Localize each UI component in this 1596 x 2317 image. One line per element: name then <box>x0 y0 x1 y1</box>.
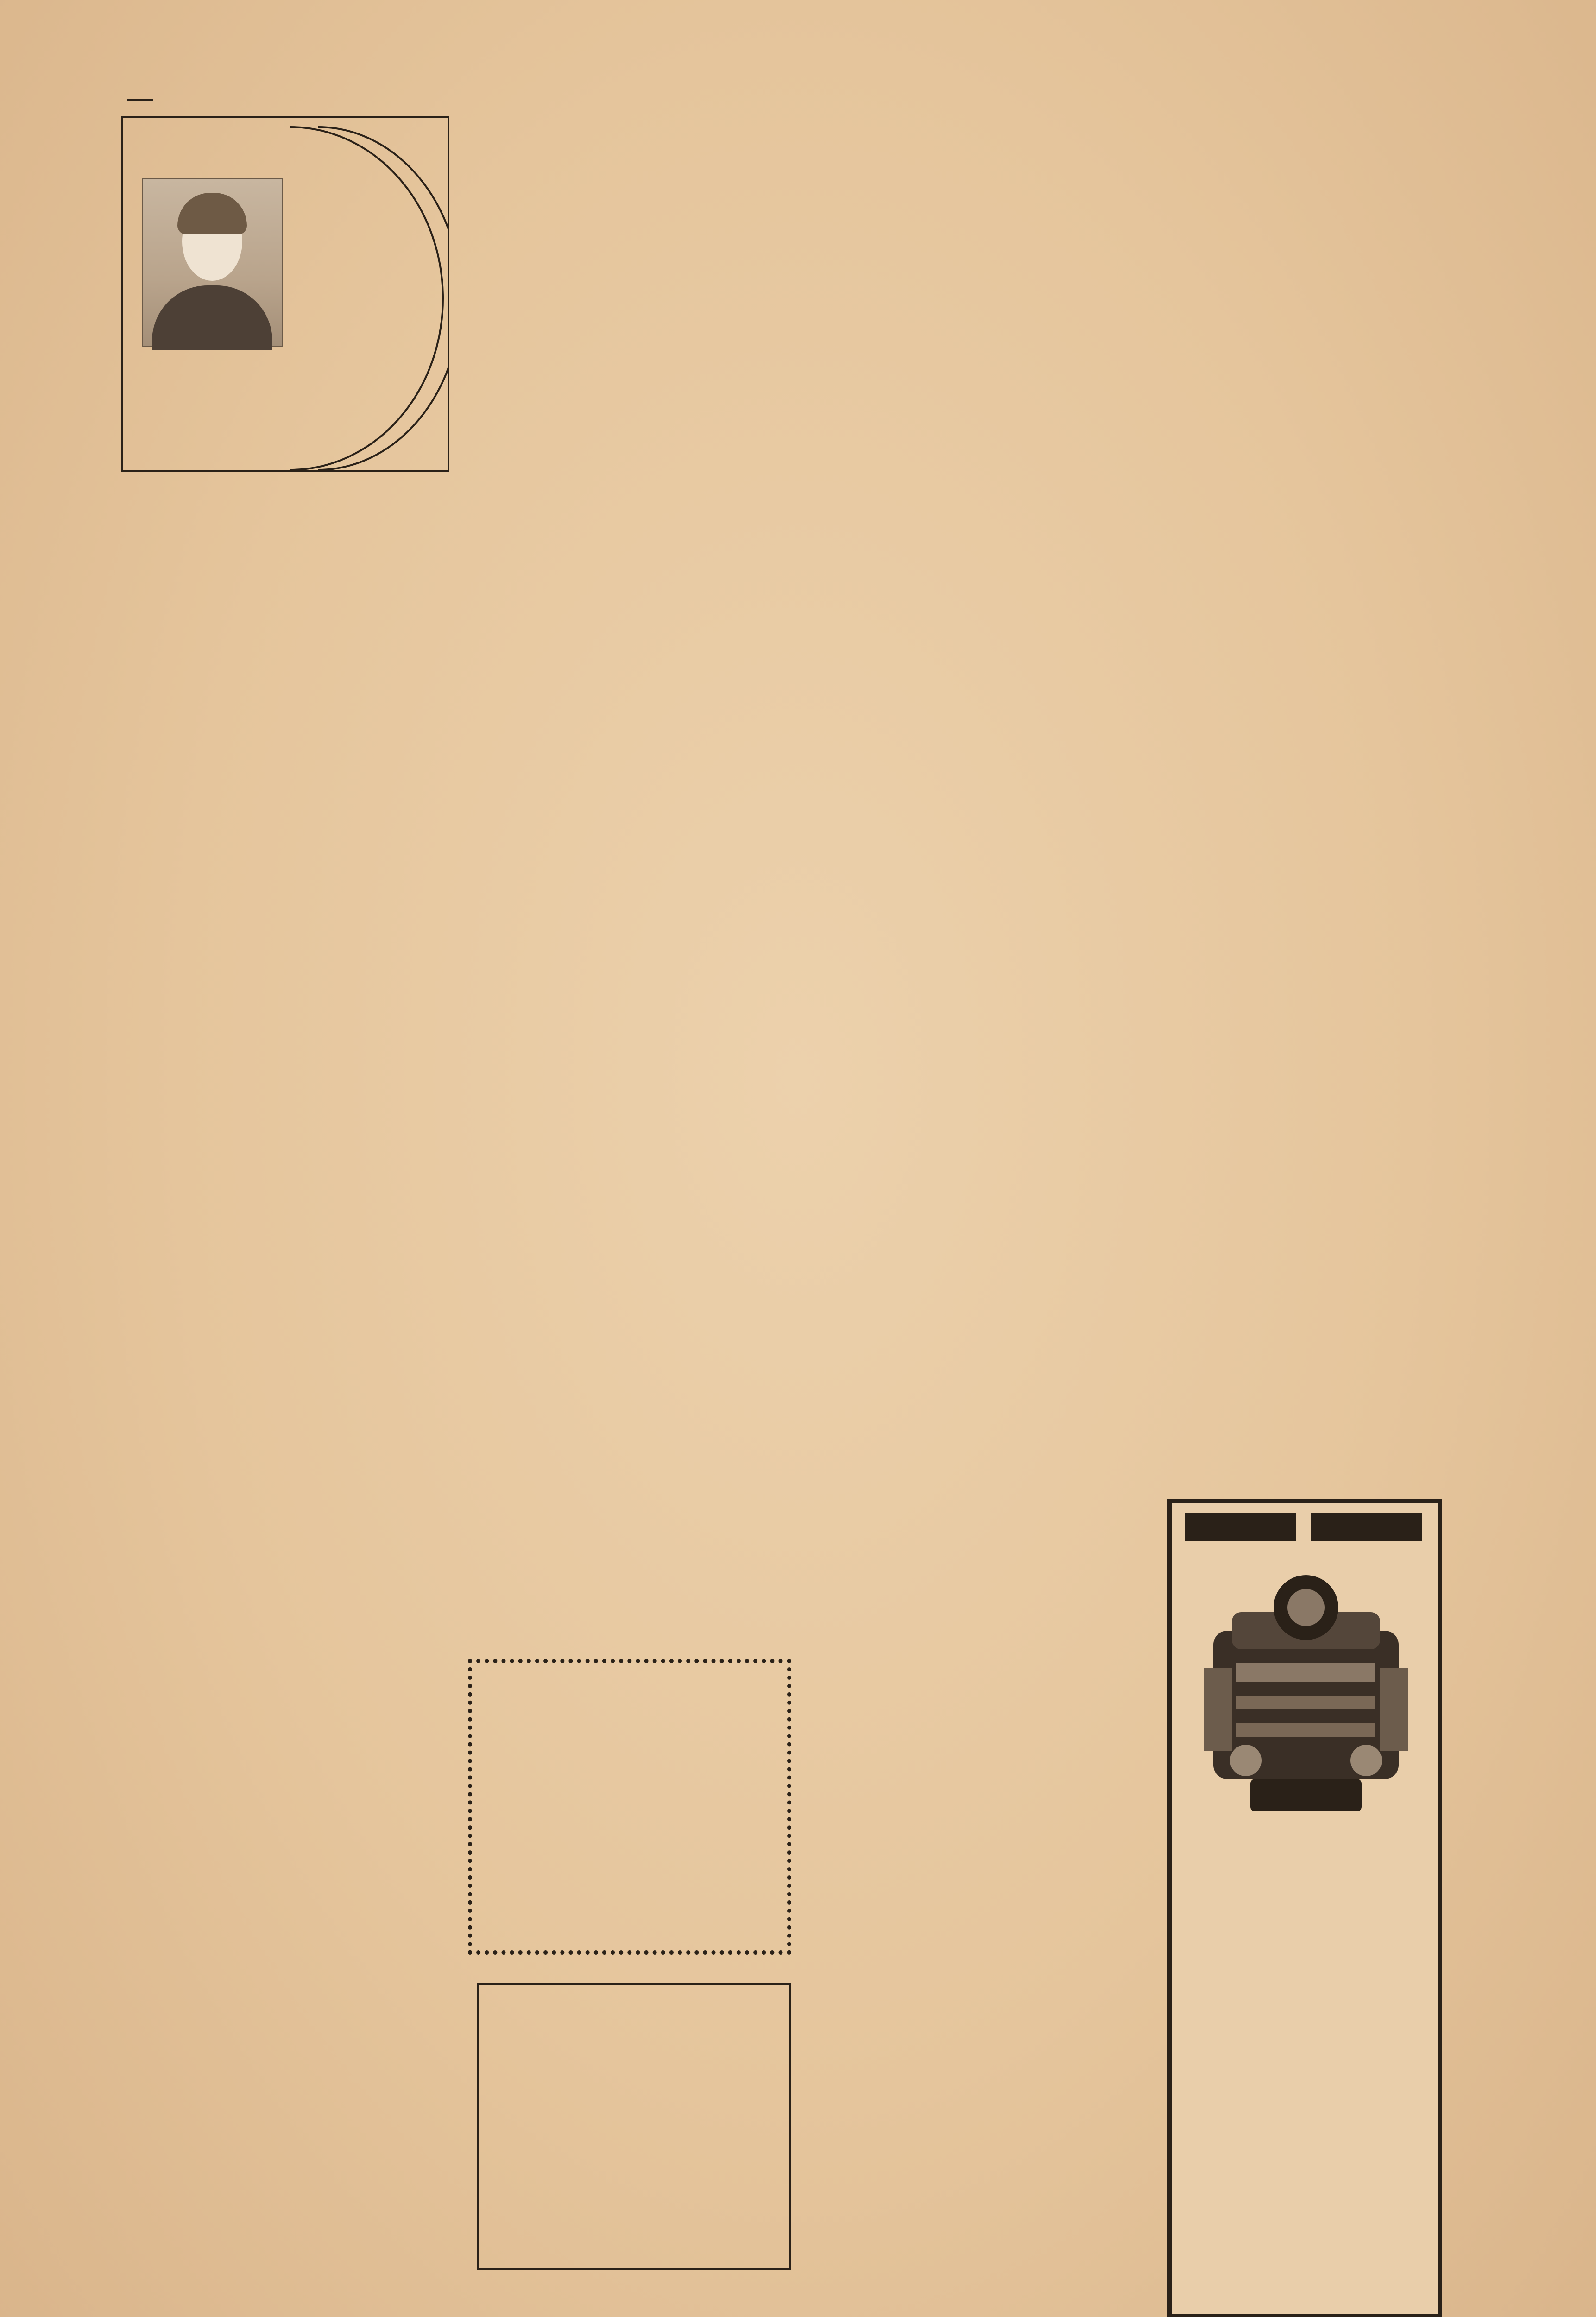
ford-badge <box>1185 1513 1296 1541</box>
article-column-2 <box>1165 188 1499 206</box>
ford-badge <box>1311 1513 1422 1541</box>
bell-motors-ford-ad <box>1167 1499 1442 2317</box>
author-photo <box>142 178 283 347</box>
engine-illustration <box>1195 1557 1417 1825</box>
pizza-ad <box>477 1983 791 2270</box>
amundson-ad <box>468 1659 791 1955</box>
page-header <box>127 74 153 101</box>
larrys-corner-box <box>121 116 449 472</box>
